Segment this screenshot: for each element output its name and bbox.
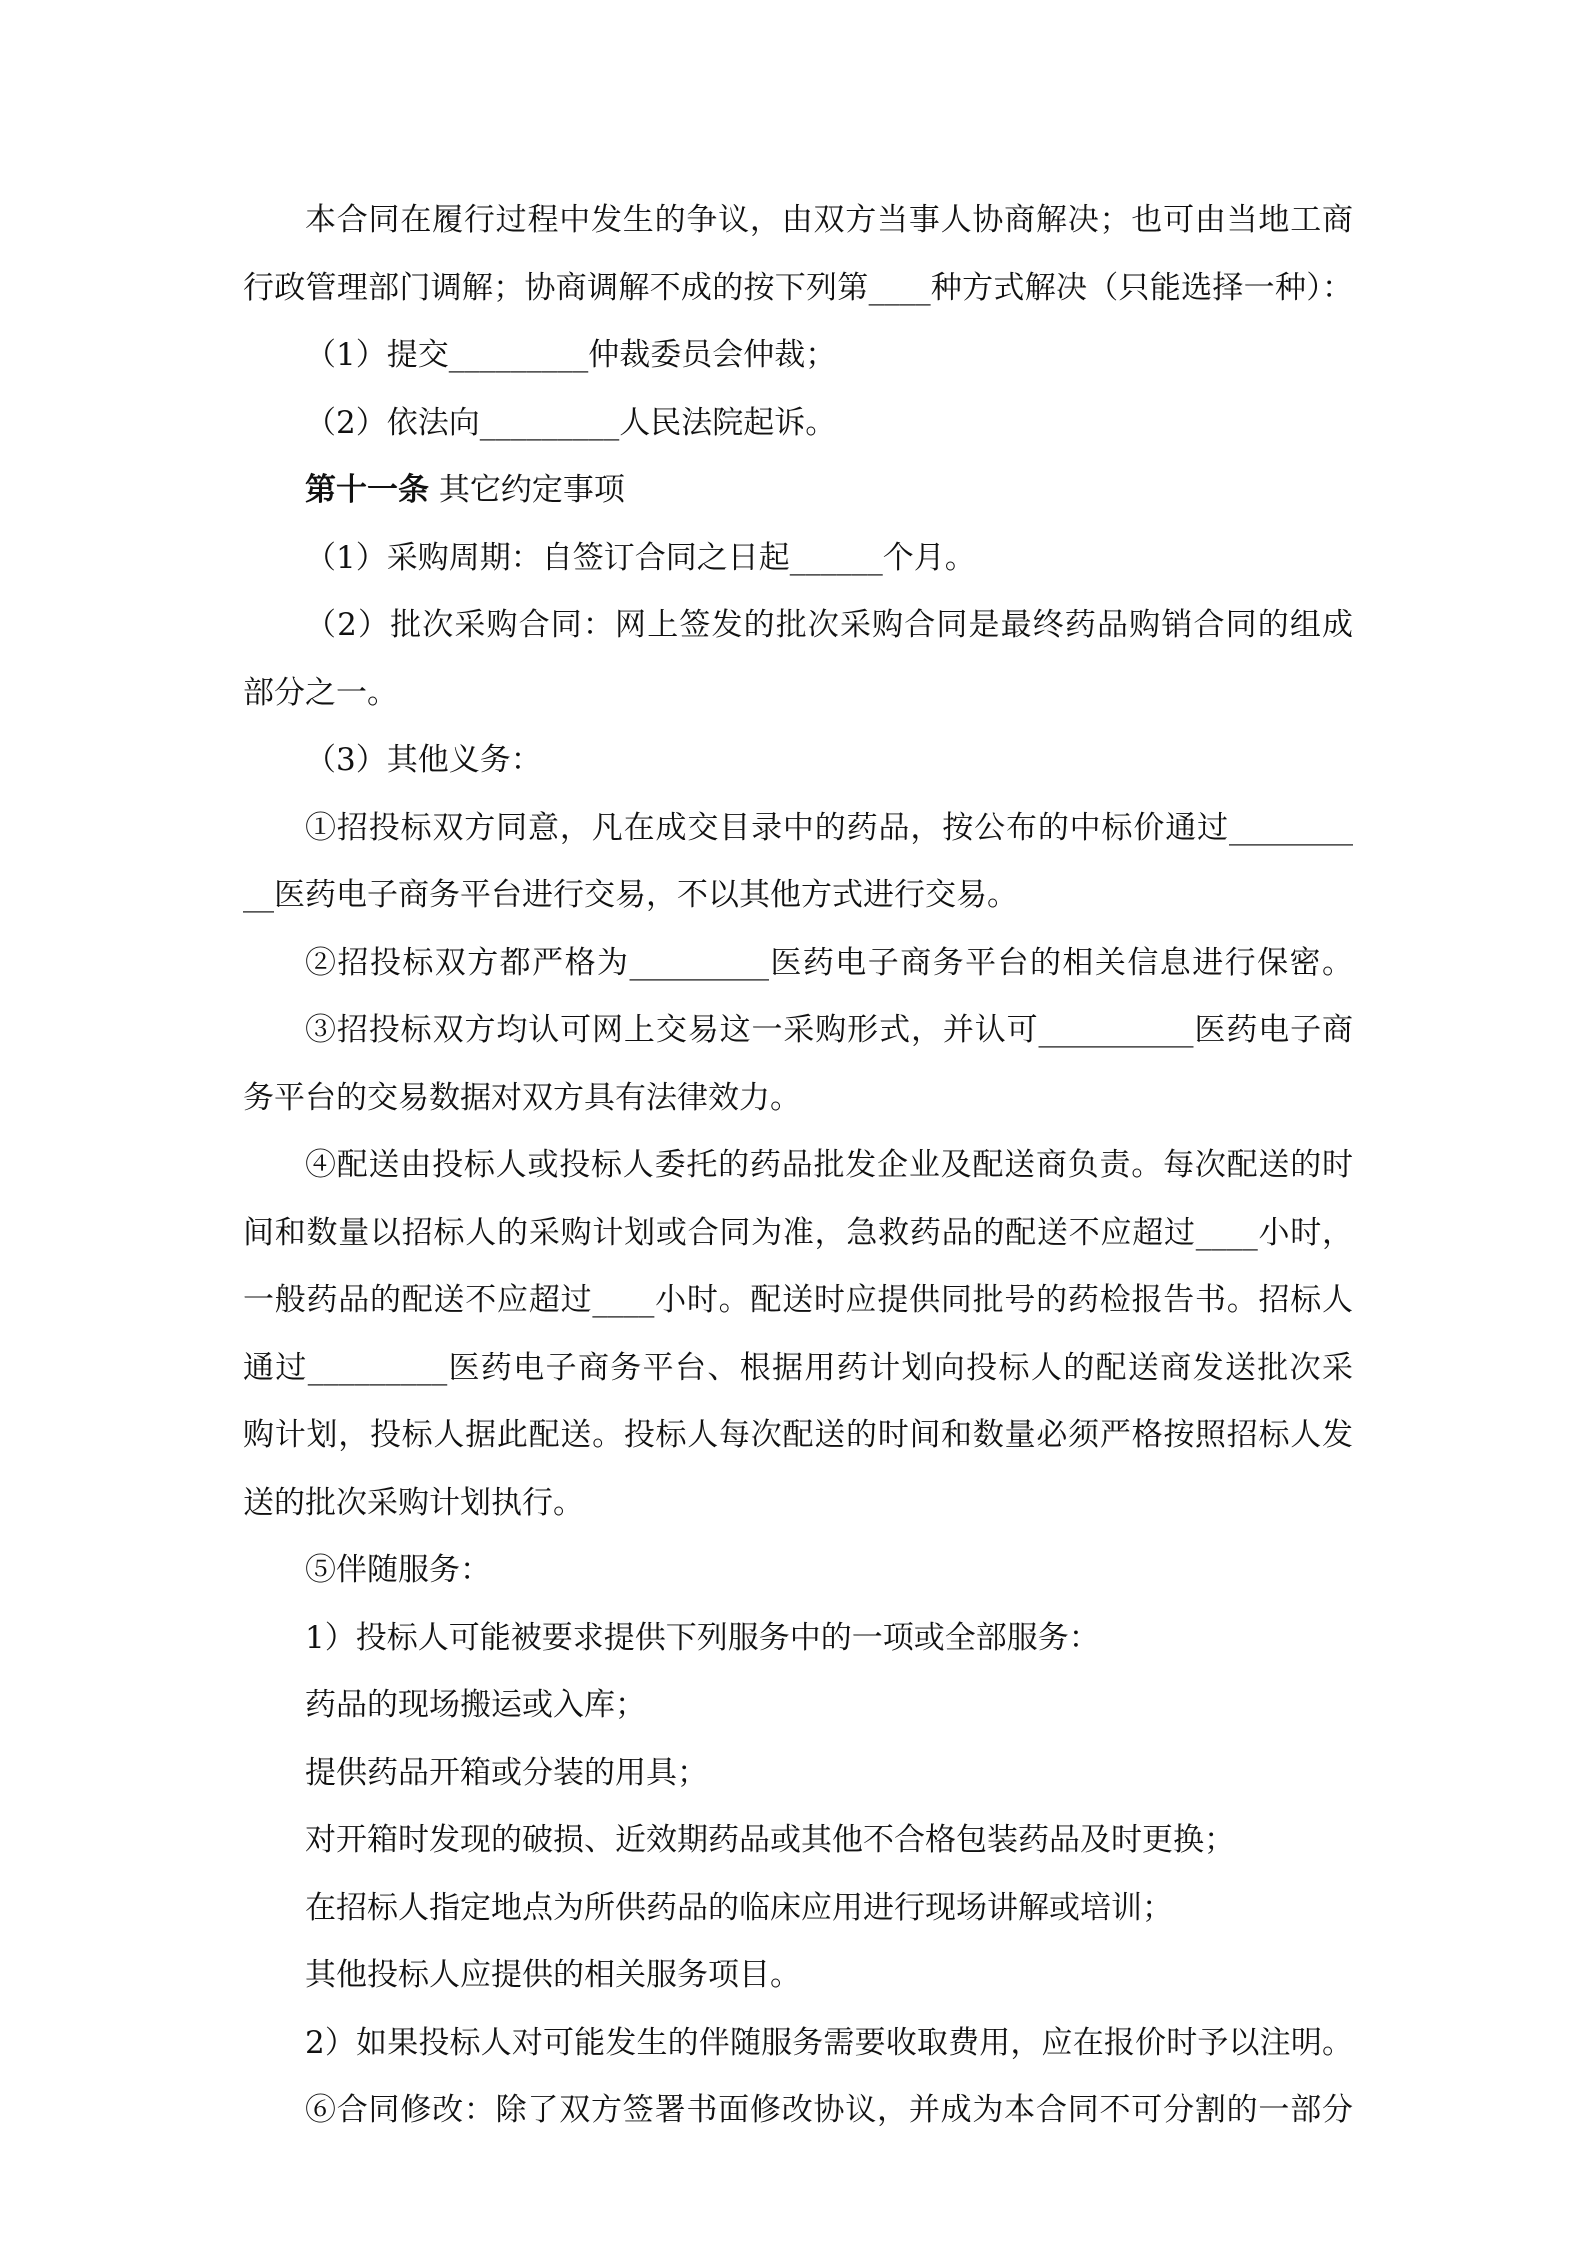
- document-line: 1）投标人可能被要求提供下列服务中的一项或全部服务：: [305, 1619, 1100, 1656]
- document-line: 提供药品开箱或分装的用具；: [305, 1754, 708, 1791]
- document-line: ④配送由投标人或投标人委托的药品批发企业及配送商负责。每次配送的时: [305, 1147, 1353, 1183]
- document-line: （2）依法向_________人民法院起诉。: [305, 404, 837, 441]
- document-line: 一般药品的配送不应超过____小时。配送时应提供同批号的药检报告书。招标人: [243, 1282, 1353, 1318]
- document-line: ③招投标双方均认可网上交易这一采购形式，并认可__________医药电子商: [305, 1012, 1353, 1048]
- document-line: ②招投标双方都严格为_________医药电子商务平台的相关信息进行保密。: [305, 944, 1353, 981]
- article-heading: 第十一条: [305, 472, 429, 508]
- document-line: 送的批次采购计划执行。: [243, 1484, 584, 1521]
- document-line: 部分之一。: [243, 674, 398, 711]
- document-line: 药品的现场搬运或入库；: [305, 1687, 646, 1723]
- document-line: 在招标人指定地点为所供药品的临床应用进行现场讲解或培训；: [305, 1889, 1173, 1926]
- document-line: 对开箱时发现的破损、近效期药品或其他不合格包装药品及时更换；: [305, 1822, 1235, 1858]
- article-title: 其它约定事项: [429, 472, 625, 508]
- document-line: ①招投标双方同意，凡在成交目录中的药品，按公布的中标价通过________: [305, 809, 1353, 846]
- document-line: （2）批次采购合同：网上签发的批次采购合同是最终药品购销合同的组成: [305, 607, 1353, 643]
- document-line: 购计划，投标人据此配送。投标人每次配送的时间和数量必须严格按照招标人发: [243, 1417, 1353, 1453]
- document-line: [305, 470, 625, 510]
- document-line: ⑤伴随服务：: [305, 1552, 491, 1588]
- document-line: 通过_________医药电子商务平台、根据用药计划向投标人的配送商发送批次采: [243, 1349, 1353, 1386]
- document-line: （3）其他义务：: [305, 742, 542, 778]
- document-line: __医药电子商务平台进行交易，不以其他方式进行交易。: [243, 877, 1018, 913]
- document-line: 务平台的交易数据对双方具有法律效力。: [243, 1079, 801, 1116]
- document-line: 其他投标人应提供的相关服务项目。: [305, 1957, 801, 1993]
- document-line: 行政管理部门调解；协商调解不成的按下列第____种方式解决（只能选择一种）：: [243, 269, 1353, 306]
- document-line: （1）采购周期：自签订合同之日起______个月。: [305, 539, 976, 576]
- document-line: 2）如果投标人对可能发生的伴随服务需要收取费用，应在报价时予以注明。: [305, 2024, 1353, 2061]
- document-line: 本合同在履行过程中发生的争议，由双方当事人协商解决；也可由当地工商: [305, 202, 1353, 238]
- document-line: 间和数量以招标人的采购计划或合同为准，急救药品的配送不应超过____小时，: [243, 1214, 1353, 1251]
- document-line: ⑥合同修改：除了双方签署书面修改协议，并成为本合同不可分割的一部分: [305, 2092, 1353, 2128]
- document-line: （1）提交_________仲裁委员会仲裁；: [305, 337, 837, 373]
